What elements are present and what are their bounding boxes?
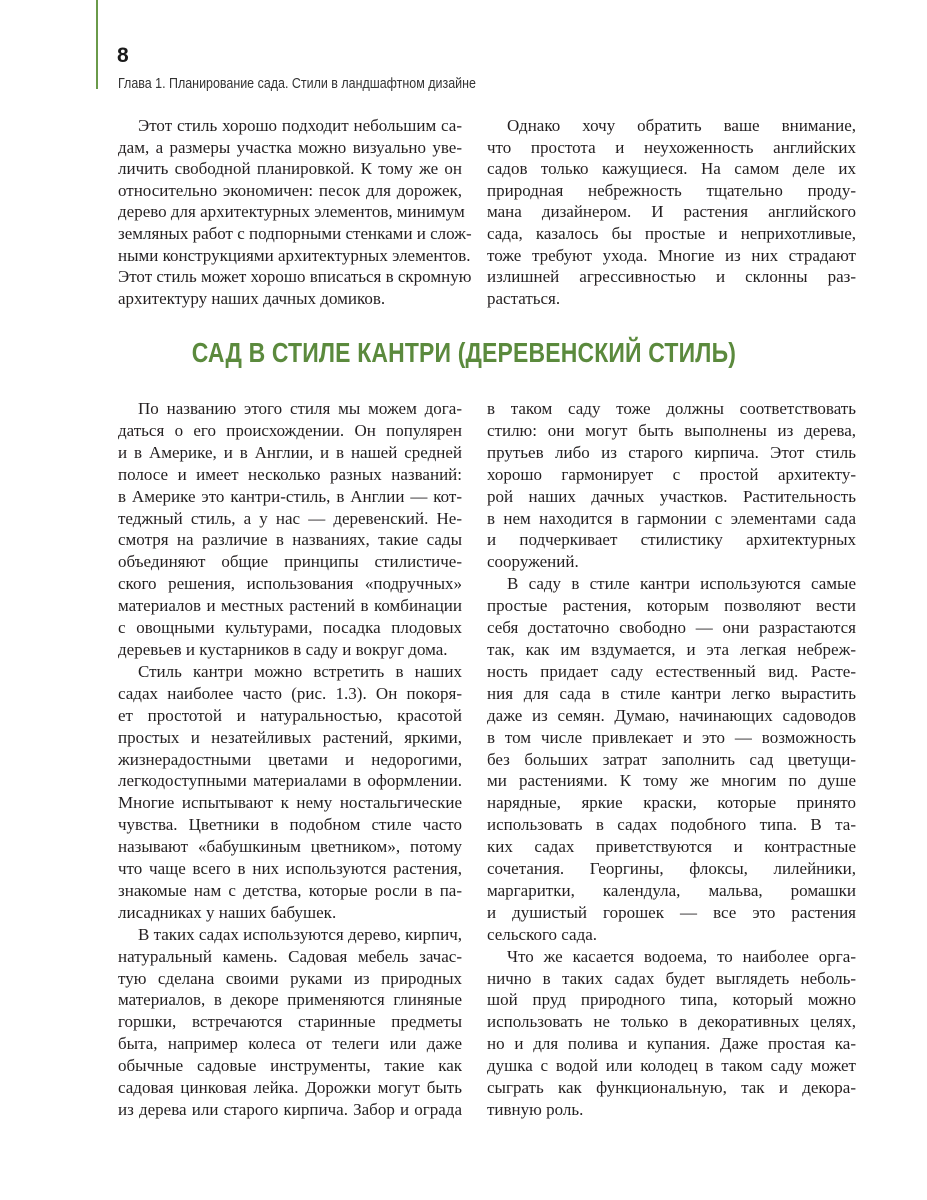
- text-line: быта, например колеса от телеги или даже: [118, 1034, 462, 1054]
- text-line: полосе и имеет несколько разных названий:: [118, 464, 462, 484]
- text-line: нарядные, яркие краски, которые принято: [487, 793, 856, 813]
- text-line: дам, а размеры участка можно визуально уве-: [118, 137, 462, 157]
- text-line: деревьев и кустарников в саду и вокруг дома.: [118, 639, 448, 659]
- section-heading: [0, 337, 927, 369]
- text-line: материалов и местных растений в комбинации: [118, 596, 462, 616]
- text-line: в том числе привлекает и это — возможность: [487, 727, 856, 747]
- text-line: чувства. Цветники в подобном стиле часто: [118, 815, 462, 835]
- text-line: лисадниках у наших бабушек.: [118, 902, 337, 922]
- text-line: сельского сада.: [487, 924, 598, 944]
- paragraph: [118, 115, 472, 309]
- text-line: использовать в садах подобного типа. В та-: [487, 815, 856, 835]
- top-left-column: [118, 115, 472, 309]
- text-line: ского решения, использования «подручных»: [118, 574, 462, 594]
- text-line: тивную роль.: [487, 1100, 584, 1119]
- text-line: сыграть как функциональную, так и декора-: [487, 1078, 856, 1098]
- running-header-chapter: Глава 1. Планирование сада. Стили в ландшафтном дизайне: [118, 76, 476, 92]
- text-line: сада, казалось бы простые и неприхотливые,: [487, 223, 856, 243]
- text-line: называют «бабушкиным цветником», потому: [118, 837, 462, 857]
- text-line: так, как им вздумается, и эта легкая небреж-: [487, 639, 856, 659]
- section-left-column: [118, 398, 462, 1121]
- text-line: Многие испытывают к нему ностальгические: [118, 793, 462, 813]
- text-line: материалов, в декоре применяются глиняные: [118, 990, 462, 1010]
- text-line: шой пруд природного типа, который можно: [487, 990, 856, 1010]
- text-line: нично в таких садах будет выглядеть неболь-: [487, 968, 856, 988]
- text-line: простых и незатейливых растений, яркими,: [118, 727, 462, 747]
- text-line: архитектуру наших дачных домиков.: [118, 288, 386, 308]
- paragraph: [118, 924, 462, 1121]
- text-line: даже из семян. Думаю, начинающих садоводов: [487, 705, 856, 725]
- text-line: Что же касается водоема, то наиболее орга-: [507, 946, 856, 966]
- margin-accent-bar: [96, 0, 98, 89]
- section-heading-text: САД В СТИЛЕ КАНТРИ (ДЕРЕВЕНСКИЙ СТИЛЬ): [191, 337, 736, 368]
- text-line: с овощными культурами, посадка плодовых: [118, 618, 462, 638]
- paragraph: [487, 946, 856, 1121]
- text-line: смотря на различие в названиях, такие сады: [118, 530, 462, 550]
- text-line: стилю: они могут быть выполнены из дерева,: [487, 420, 856, 440]
- text-line: мана дизайнером. И растения английского: [487, 202, 856, 222]
- text-line: ких садах приветствуются и контрастные: [487, 837, 856, 857]
- text-line: без больших затрат заполнить сад цветущи-: [487, 749, 856, 769]
- text-line: природная небрежность тщательно проду-: [487, 180, 856, 200]
- text-line: и душистый горошек — все это растения: [487, 902, 856, 922]
- text-line: горшки, встречаются старинные предметы: [118, 1012, 462, 1032]
- text-line: натуральный камень. Садовая мебель зачас-: [118, 946, 462, 966]
- text-line: сочетания. Георгины, флоксы, лилейники,: [487, 859, 856, 879]
- section-right-column: [487, 398, 856, 1121]
- text-line: Этот стиль хорошо подходит небольшим са-: [138, 116, 462, 135]
- text-line: прутьев либо из старого кирпича. Этот стиль: [487, 442, 856, 462]
- text-line: садовая цинковая лейка. Дорожки могут быть: [118, 1078, 462, 1098]
- text-line: и в Америке, и в Англии, и в нашей средней: [118, 442, 462, 462]
- text-line: В таких садах используются дерево, кирпич,: [138, 924, 462, 944]
- paragraph: [487, 573, 856, 945]
- text-line: Этот стиль может хорошо вписаться в скромную: [118, 267, 472, 287]
- text-line: личить свободной планировкой. К тому же он: [118, 159, 462, 179]
- text-line: легкодоступными материалами в оформлении.: [118, 771, 462, 791]
- text-line: В саду в стиле кантри используются самые: [507, 574, 856, 594]
- text-line: тоже требуют ухода. Многие из них страдают: [487, 245, 856, 265]
- text-line: ет простотой и натуральностью, красотой: [118, 705, 462, 725]
- text-line: сооружений.: [487, 552, 579, 572]
- text-line: использовать не только в декоративных целях,: [487, 1012, 856, 1032]
- text-line: знакомые нам с детства, которые росли в па-: [118, 880, 462, 900]
- text-line: что чаще всего в них используются растения,: [118, 859, 462, 879]
- text-line: из дерева или старого кирпича. Забор и ограда: [118, 1100, 462, 1119]
- paragraph: [118, 398, 462, 661]
- text-line: садах наиболее часто (рис. 1.3). Он покоря-: [118, 683, 462, 703]
- text-line: но и для полива и купания. Даже простая ка-: [487, 1034, 856, 1054]
- text-line: обычные садовые инструменты, такие как: [118, 1056, 462, 1076]
- text-line: дерево для архитектурных элементов, минимум: [118, 202, 465, 222]
- text-line: объединяют общие принципы стилистиче-: [118, 552, 462, 572]
- text-line: душка с водой или колодец в таком саду может: [487, 1056, 856, 1076]
- paragraph: [487, 398, 856, 573]
- text-line: По названию этого стиля мы можем дога-: [138, 399, 462, 418]
- text-line: маргаритки, календула, мальва, ромашки: [487, 880, 856, 900]
- text-line: земляных работ с подпорными стенками и слож-: [118, 223, 472, 243]
- text-line: тую сделана своими руками из природных: [118, 968, 462, 988]
- text-line: растаться.: [487, 288, 561, 308]
- text-line: в таком саду тоже должны соответствовать: [487, 399, 856, 418]
- text-line: что простота и неухоженность английских: [487, 137, 856, 157]
- paragraph: [118, 661, 462, 924]
- text-line: рой наших дачных участков. Растительность: [487, 486, 856, 506]
- text-line: относительно экономичен: песок для дорожек,: [118, 180, 462, 200]
- text-line: садов только кажущиеся. На самом деле их: [487, 159, 856, 179]
- text-line: ми растениями. К тому же многим по душе: [487, 771, 856, 791]
- text-line: ность придает саду естественный вид. Расте-: [487, 661, 856, 681]
- text-line: жизнерадостными цветами и недорогими,: [118, 749, 462, 769]
- paragraph: [487, 115, 856, 309]
- text-line: в нем находится в гармонии с элементами сада: [487, 508, 856, 528]
- text-line: Однако хочу обратить ваше внимание,: [507, 116, 856, 135]
- text-line: Стиль кантри можно встретить в наших: [138, 661, 462, 681]
- text-line: теджный стиль, а у нас — деревенский. Не-: [118, 508, 462, 528]
- text-line: ния для сада в стиле кантри легко вырастить: [487, 683, 856, 703]
- top-right-column: [487, 115, 856, 309]
- text-line: даться о его происхождении. Он популярен: [118, 420, 462, 440]
- text-line: ными конструкциями архитектурных элементов.: [118, 245, 471, 265]
- text-line: простые растения, которым позволяют вести: [487, 596, 856, 616]
- text-line: и подчеркивает стилистику архитектурных: [487, 530, 856, 550]
- text-line: себя достаточно свободно — они разрастаются: [487, 618, 856, 638]
- text-line: в Америке это кантри-стиль, в Англии — кот-: [118, 486, 462, 506]
- page-number: 8: [117, 44, 129, 67]
- text-line: излишней агрессивностью и склонны раз-: [487, 267, 856, 287]
- text-line: хорошо гармонирует с простой архитекту-: [487, 464, 856, 484]
